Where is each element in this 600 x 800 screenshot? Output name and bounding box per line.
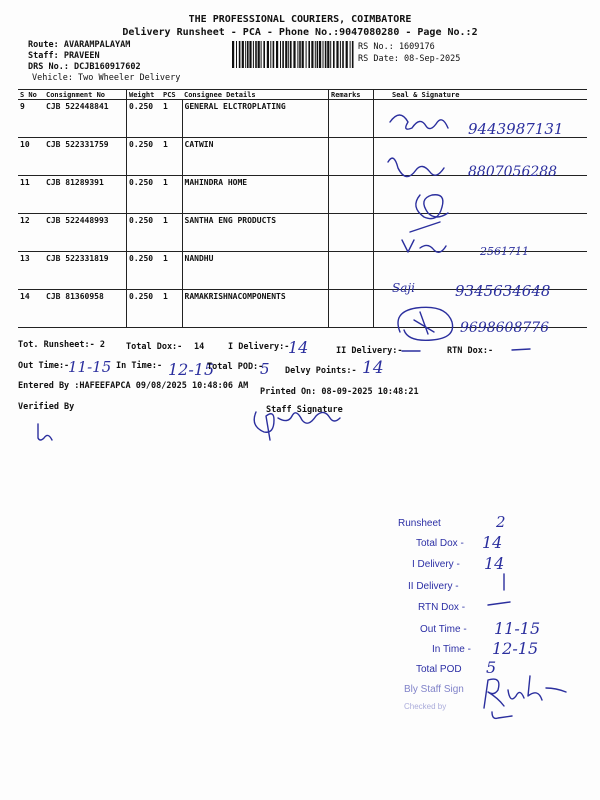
barcode-bar [352, 41, 354, 68]
row-sno: 11 [18, 176, 44, 214]
row-consignee: MAHINDRA HOME [182, 176, 329, 214]
row-pcs: 1 [161, 100, 182, 138]
barcode-bar [317, 41, 319, 68]
stamp-total-pod-value: 5 [486, 658, 497, 677]
row-sno: 9 [18, 100, 44, 138]
barcode-bar [273, 41, 275, 68]
rs-date: RS Date: 08-Sep-2025 [358, 54, 461, 64]
barcode-bar [346, 41, 348, 68]
barcode-bar [336, 41, 338, 68]
barcode-bar [253, 41, 254, 68]
row-consignee: SANTHA ENG PRODUCTS [182, 214, 329, 252]
total-pod-label: Total POD:- [207, 362, 264, 372]
row-weight: 0.250 [127, 100, 162, 138]
total-dox-label: Total Dox:- [126, 342, 183, 352]
verified-by: Verified By [18, 402, 75, 412]
runsheet-subtitle: Delivery Runsheet - PCA - Phone No.:9047080280 - Page No.:2 [122, 27, 478, 38]
stamp-i-delivery-label: I Delivery - [412, 559, 460, 570]
col-sno: S No [18, 90, 44, 100]
row-pcs: 1 [161, 214, 182, 252]
stamp-i-delivery-value: 14 [484, 554, 505, 573]
handwritten-phone-3: 2561711 [480, 245, 529, 258]
col-consignment: Consignment No [44, 90, 127, 100]
barcode-bar [249, 41, 251, 68]
barcode-graphic [232, 41, 354, 68]
seal-row14-scribble [398, 307, 453, 340]
stamp-rtn-dox-mark [486, 600, 512, 608]
signature-row10-scribble [388, 158, 444, 176]
barcode-bar [297, 41, 298, 68]
barcode-bar [236, 41, 237, 68]
barcode-bar [267, 41, 269, 68]
staff-signature-scribble [244, 402, 354, 442]
row-consignee: GENERAL ELCTROPLATING [182, 100, 329, 138]
handwritten-phone-5: 9698608776 [460, 320, 550, 336]
barcode-bar [276, 41, 278, 68]
row-pcs: 1 [161, 290, 182, 328]
handwritten-phone-1: 9443987131 [468, 120, 564, 138]
row-sno: 14 [18, 290, 44, 328]
row-weight: 0.250 [127, 176, 162, 214]
row-pcs: 1 [161, 138, 182, 176]
row-sno: 13 [18, 252, 44, 290]
seal-row11-scribble [410, 195, 448, 232]
barcode-bar [288, 41, 289, 68]
verifier-signature [30, 420, 60, 444]
entered-by: Entered By :HAFEEFAPCA 09/08/2025 10:48:06 AM [18, 381, 249, 391]
out-time-value: 11-15 [68, 358, 112, 376]
out-time-label: Out Time:- [18, 361, 70, 371]
row-sno: 12 [18, 214, 44, 252]
stamp-staff-signature-scribble [478, 672, 578, 722]
stamp-in-time-label: In Time - [432, 644, 471, 655]
barcode-bar [319, 41, 321, 68]
rtn-dox-label: RTN Dox:- [447, 346, 494, 356]
barcode-bar [263, 41, 265, 68]
stamp-rtn-dox-label: RTN Dox - [418, 602, 466, 613]
row-consignee: NANDHU [182, 252, 329, 290]
barcode-bar [333, 41, 335, 68]
rtn-dox-dash [510, 347, 532, 355]
row-consignment: CJB 522448993 [44, 214, 127, 252]
row-remarks [329, 138, 374, 176]
barcode-bar [327, 41, 329, 68]
vehicle-label: Vehicle: Two Wheeler Delivery [32, 73, 181, 83]
handwritten-saji: Saji [392, 281, 415, 295]
row-consignment: CJB 522448841 [44, 100, 127, 138]
barcode-bar [258, 41, 260, 68]
stamp-ii-delivery-mark [494, 572, 514, 592]
row-consignee: CATWIN [182, 138, 329, 176]
signature-row12-scribble [402, 240, 446, 252]
row-pcs: 1 [161, 176, 182, 214]
barcode-bar [232, 41, 234, 68]
barcode-bar [255, 41, 257, 68]
row-consignment: CJB 81360958 [44, 290, 127, 328]
signature-row9-scribble [390, 115, 448, 129]
total-pod-value: 5 [260, 360, 270, 378]
barcode-bar [261, 41, 262, 68]
staff-label: Staff: PRAVEEN [28, 51, 100, 61]
delvy-points-value: 14 [362, 358, 384, 378]
stamp-total-pod-label: Total POD [416, 664, 462, 675]
barcode-bar [315, 41, 316, 68]
handwritten-signatures [380, 100, 595, 345]
row-consignment: CJB 522331819 [44, 252, 127, 290]
i-delivery-value: 14 [288, 338, 309, 357]
col-consignee: Consignee Details [182, 90, 329, 100]
row-remarks [329, 214, 374, 252]
barcode-bar [299, 41, 301, 68]
stamp-total-dox-label: Total Dox - [416, 538, 464, 549]
row-remarks [329, 290, 374, 328]
in-time-value: 12-15 [168, 360, 215, 379]
col-remarks: Remarks [329, 90, 374, 100]
barcode-bar [282, 41, 284, 68]
stamp-out-time-label: Out Time - [420, 624, 467, 635]
tot-runsheet: Tot. Runsheet:- 2 [18, 340, 105, 350]
staff-signature-label: Staff Signature [266, 405, 343, 415]
barcode-bar [285, 41, 287, 68]
barcode-bar [306, 41, 307, 68]
ii-delivery-label: II Delivery:- [336, 346, 403, 356]
row-weight: 0.250 [127, 138, 162, 176]
barcode-bar [323, 41, 324, 68]
row-consignee: RAMAKRISHNACOMPONENTS [182, 290, 329, 328]
handwritten-phone-2: 8807056288 [468, 164, 558, 180]
printed-on: Printed On: 08-09-2025 10:48:21 [260, 387, 419, 397]
stamp-in-time-value: 12-15 [492, 639, 539, 658]
col-pcs: PCS [161, 90, 182, 100]
stamp-dly-staff-sign-label: Bly Staff Sign [404, 684, 464, 695]
stamp-ii-delivery-label: II Delivery - [408, 581, 459, 592]
barcode-bar [280, 41, 281, 68]
barcode-bar [245, 41, 246, 68]
stamp-runsheet-value: 2 [496, 513, 506, 531]
ii-delivery-dash [400, 348, 422, 354]
barcode-bar [311, 41, 313, 68]
row-remarks [329, 176, 374, 214]
row-pcs: 1 [161, 252, 182, 290]
barcode-bar [242, 41, 244, 68]
row-consignment: CJB 81289391 [44, 176, 127, 214]
total-dox-value: 14 [194, 342, 205, 352]
row-weight: 0.250 [127, 290, 162, 328]
barcode-bar [247, 41, 249, 68]
i-delivery-label: I Delivery:- [228, 342, 290, 352]
delvy-points-label: Delvy Points:- [285, 366, 357, 376]
barcode-bar [340, 41, 341, 68]
barcode-bar [342, 41, 344, 68]
company-title: THE PROFESSIONAL COURIERS, COIMBATORE [188, 14, 412, 25]
stamp-checked-by-label: Checked by [404, 702, 447, 711]
stamp-runsheet-label: Runsheet [398, 518, 441, 529]
barcode-bar [350, 41, 351, 68]
row-weight: 0.250 [127, 214, 162, 252]
handwritten-phone-4: 9345634648 [455, 282, 551, 300]
stamp-total-dox-value: 14 [482, 533, 503, 552]
barcode-bar [290, 41, 292, 68]
barcode-bar [293, 41, 295, 68]
barcode-bar [270, 41, 271, 68]
delivery-stamp [398, 513, 588, 720]
row-sno: 10 [18, 138, 44, 176]
stamp-out-time-value: 11-15 [494, 619, 541, 638]
row-weight: 0.250 [127, 252, 162, 290]
row-remarks [329, 100, 374, 138]
drs-label: DRS No.: DCJB160917602 [28, 62, 141, 72]
barcode-bar [239, 41, 241, 68]
barcode-bar [325, 41, 327, 68]
barcode-bar [330, 41, 331, 68]
barcode-bar [308, 41, 310, 68]
barcode-bar [302, 41, 304, 68]
row-consignment: CJB 522331759 [44, 138, 127, 176]
row-remarks [329, 252, 374, 290]
rs-number: RS No.: 1609176 [358, 42, 435, 52]
route-label: Route: AVARAMPALAYAM [28, 40, 131, 50]
col-weight: Weight [127, 90, 162, 100]
col-seal-signature: Seal & Signature [374, 90, 588, 100]
in-time-label: In Time:- [116, 361, 163, 371]
